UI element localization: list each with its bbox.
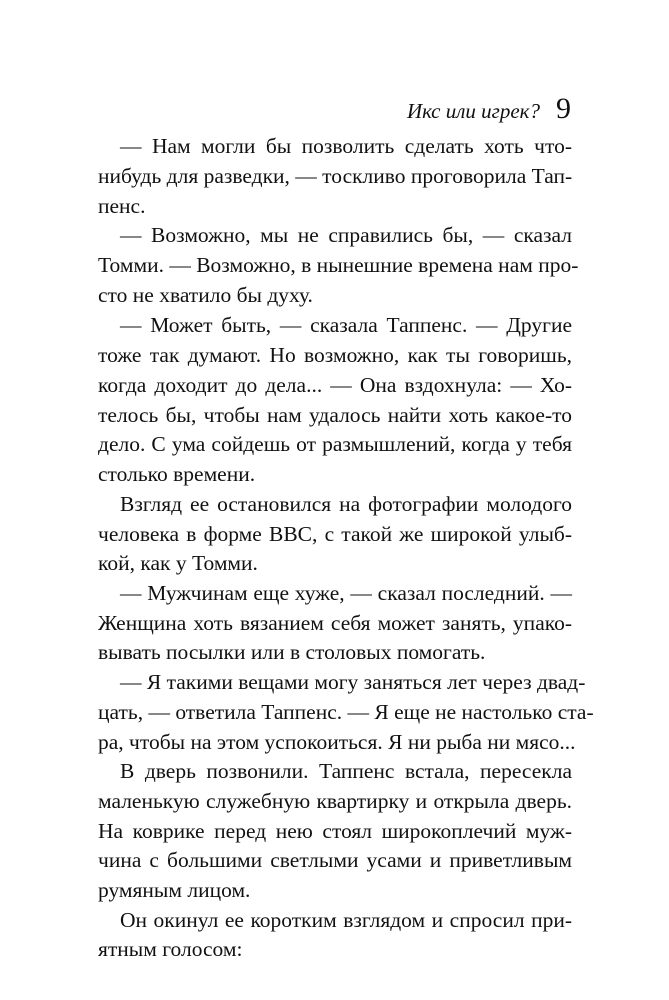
text-line: человека в форме ВВС, с такой же широкой улыб- bbox=[98, 522, 572, 546]
text-line: ра, чтобы на этом успокоиться. Я ни рыба ни мясо... bbox=[98, 730, 576, 754]
running-head bbox=[407, 92, 571, 126]
text-line: Он окинул ее коротким взглядом и спросил при- bbox=[120, 908, 572, 932]
text-line: — Возможно, мы не справились бы, — сказал bbox=[120, 223, 572, 247]
page-number: 9 bbox=[556, 92, 571, 125]
text-line: — Нам могли бы позволить сделать хоть что- bbox=[120, 134, 572, 158]
text-line: Взгляд ее остановился на фотографии молодого bbox=[120, 492, 572, 516]
text-line: румяным лицом. bbox=[98, 878, 251, 902]
text-line: Женщина хоть вязанием себя может занять, упако- bbox=[98, 611, 572, 635]
text-line: маленькую служебную квартирку и открыла дверь. bbox=[98, 789, 572, 813]
text-line: столько времени. bbox=[98, 462, 256, 486]
text-line: — Я такими вещами могу заняться лет через двад- bbox=[120, 670, 586, 694]
text-line: вывать посылки или в столовых помогать. bbox=[98, 640, 486, 664]
text-line: ятным голосом: bbox=[98, 937, 243, 961]
text-line: дело. С ума сойдешь от размышлений, когда у тебя bbox=[98, 432, 572, 456]
text-line: цать, — ответила Таппенс. — Я еще не настолько ста- bbox=[98, 700, 594, 724]
text-line: когда доходит до дела... — Она вздохнула: — Хо- bbox=[98, 373, 572, 397]
text-line: тоже так думают. Но возможно, как ты говоришь, bbox=[98, 343, 572, 367]
text-line: чина с большими светлыми усами и приветливым bbox=[98, 848, 572, 872]
text-line: — Может быть, — сказала Таппенс. — Другие bbox=[120, 313, 572, 337]
text-line: нибудь для разведки, — тоскливо проговорила Тап- bbox=[98, 164, 573, 188]
text-line: — Мужчинам еще хуже, — сказал последний. — bbox=[120, 581, 572, 605]
text-line: В дверь позвонили. Таппенс встала, пересекла bbox=[120, 759, 572, 783]
text-line: сто не хватило бы духу. bbox=[98, 283, 313, 307]
running-title: Икс или игрек? bbox=[406, 99, 540, 123]
text-line: телось бы, чтобы нам удалось найти хоть какое-то bbox=[98, 403, 572, 427]
text-line: На коврике перед нею стоял широкоплечий муж- bbox=[98, 819, 572, 843]
text-line: кой, как у Томми. bbox=[98, 551, 258, 575]
text-line: Томми. — Возможно, в нынешние времена нам про- bbox=[98, 253, 579, 277]
text-line: пенс. bbox=[98, 194, 146, 218]
